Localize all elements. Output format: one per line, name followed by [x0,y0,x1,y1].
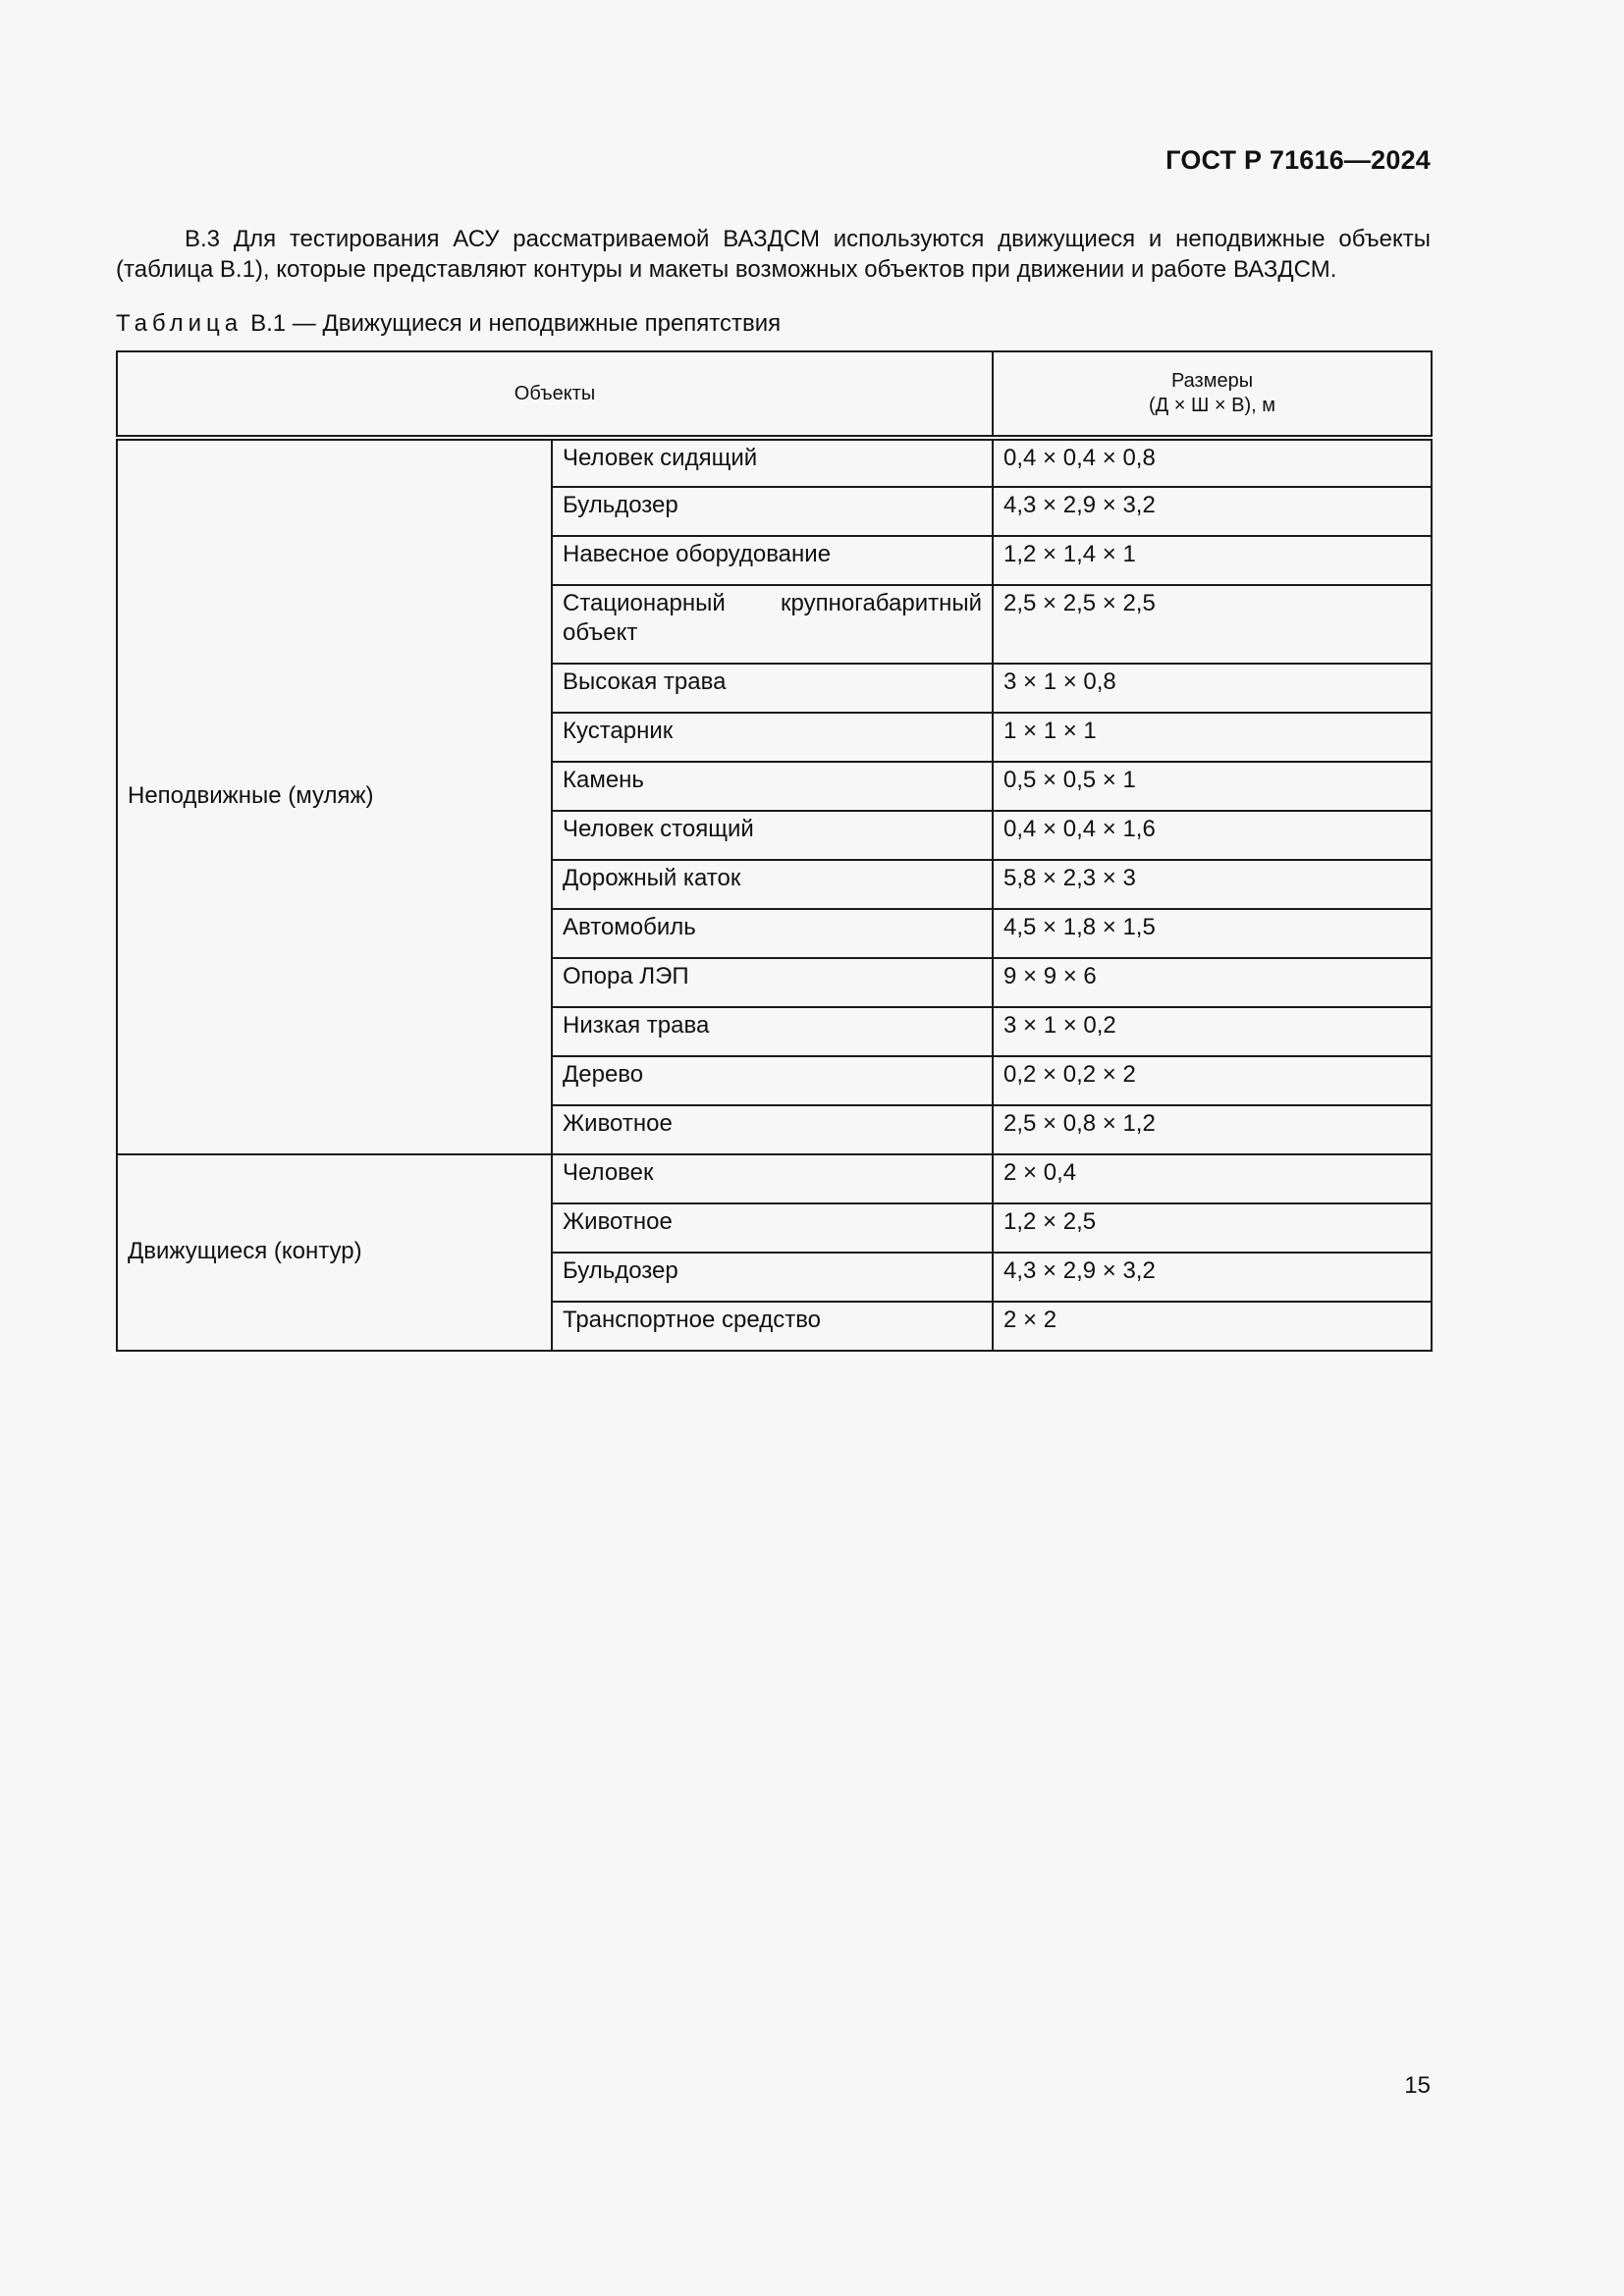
object-cell: Дорожный каток [552,860,993,909]
size-cell: 4,3 × 2,9 × 3,2 [993,1253,1432,1302]
size-cell: 9 × 9 × 6 [993,958,1432,1007]
size-cell: 3 × 1 × 0,2 [993,1007,1432,1056]
object-cell: Транспортное средство [552,1302,993,1351]
group-moving: Движущиеся (контур) [117,1154,552,1351]
page-number: 15 [1404,2072,1431,2099]
size-cell: 2,5 × 2,5 × 2,5 [993,585,1432,664]
table-row [117,438,1432,487]
object-cell: Дерево [552,1056,993,1105]
header-sizes-line2: (Д × Ш × В), м [1149,395,1275,416]
table-row [117,1154,1432,1203]
object-cell: Бульдозер [552,487,993,536]
object-cell: Животное [552,1203,993,1253]
header-objects: Объекты [117,351,993,438]
size-cell: 0,2 × 0,2 × 2 [993,1056,1432,1105]
object-cell: Стационарный крупногабаритный объект [552,585,993,664]
obstacles-table [116,350,1433,1352]
object-cell: Животное [552,1105,993,1154]
size-cell: 1,2 × 1,4 × 1 [993,536,1432,585]
object-cell: Человек стоящий [552,811,993,860]
size-cell: 3 × 1 × 0,8 [993,664,1432,713]
object-cell: Автомобиль [552,909,993,958]
group-static: Неподвижные (муляж) [117,438,552,1154]
table-caption [116,308,781,339]
size-cell: 4,5 × 1,8 × 1,5 [993,909,1432,958]
object-cell: Высокая трава [552,664,993,713]
size-cell: 0,4 × 0,4 × 1,6 [993,811,1432,860]
table-caption-prefix: Таблица [116,310,244,337]
size-cell: 2,5 × 0,8 × 1,2 [993,1105,1432,1154]
size-cell: 0,4 × 0,4 × 0,8 [993,438,1432,487]
size-cell: 1,2 × 2,5 [993,1203,1432,1253]
size-cell: 5,8 × 2,3 × 3 [993,860,1432,909]
intro-label: В.3 [185,226,221,252]
size-cell: 0,5 × 0,5 × 1 [993,762,1432,811]
object-cell: Человек [552,1154,993,1203]
document-number: ГОСТ Р 71616—2024 [1165,145,1431,175]
object-cell: Низкая трава [552,1007,993,1056]
header-sizes-line1: Размеры [1170,370,1254,392]
object-cell: Камень [552,762,993,811]
object-cell: Человек сидящий [552,438,993,487]
table-body [117,438,1432,1351]
intro-paragraph [116,224,1431,285]
object-cell: Опора ЛЭП [552,958,993,1007]
size-cell: 2 × 0,4 [993,1154,1432,1203]
size-cell: 2 × 2 [993,1302,1432,1351]
size-cell: 4,3 × 2,9 × 3,2 [993,487,1432,536]
intro-text: Для тестирования АСУ рассматриваемой ВАЗДСМ используются движущиеся и неподвижные объекты (таблица В.1), которые представляют контуры и макеты возможных объектов при движении и работе ВАЗДСМ. [116,226,1432,283]
table-header-row [117,351,1432,438]
table-caption-text: В.1 — Движущиеся и неподвижные препятствия [250,310,782,337]
size-cell: 1 × 1 × 1 [993,713,1432,762]
object-cell: Бульдозер [552,1253,993,1302]
header-sizes [993,351,1432,438]
object-cell: Навесное оборудование [552,536,993,585]
object-cell: Кустарник [552,713,993,762]
